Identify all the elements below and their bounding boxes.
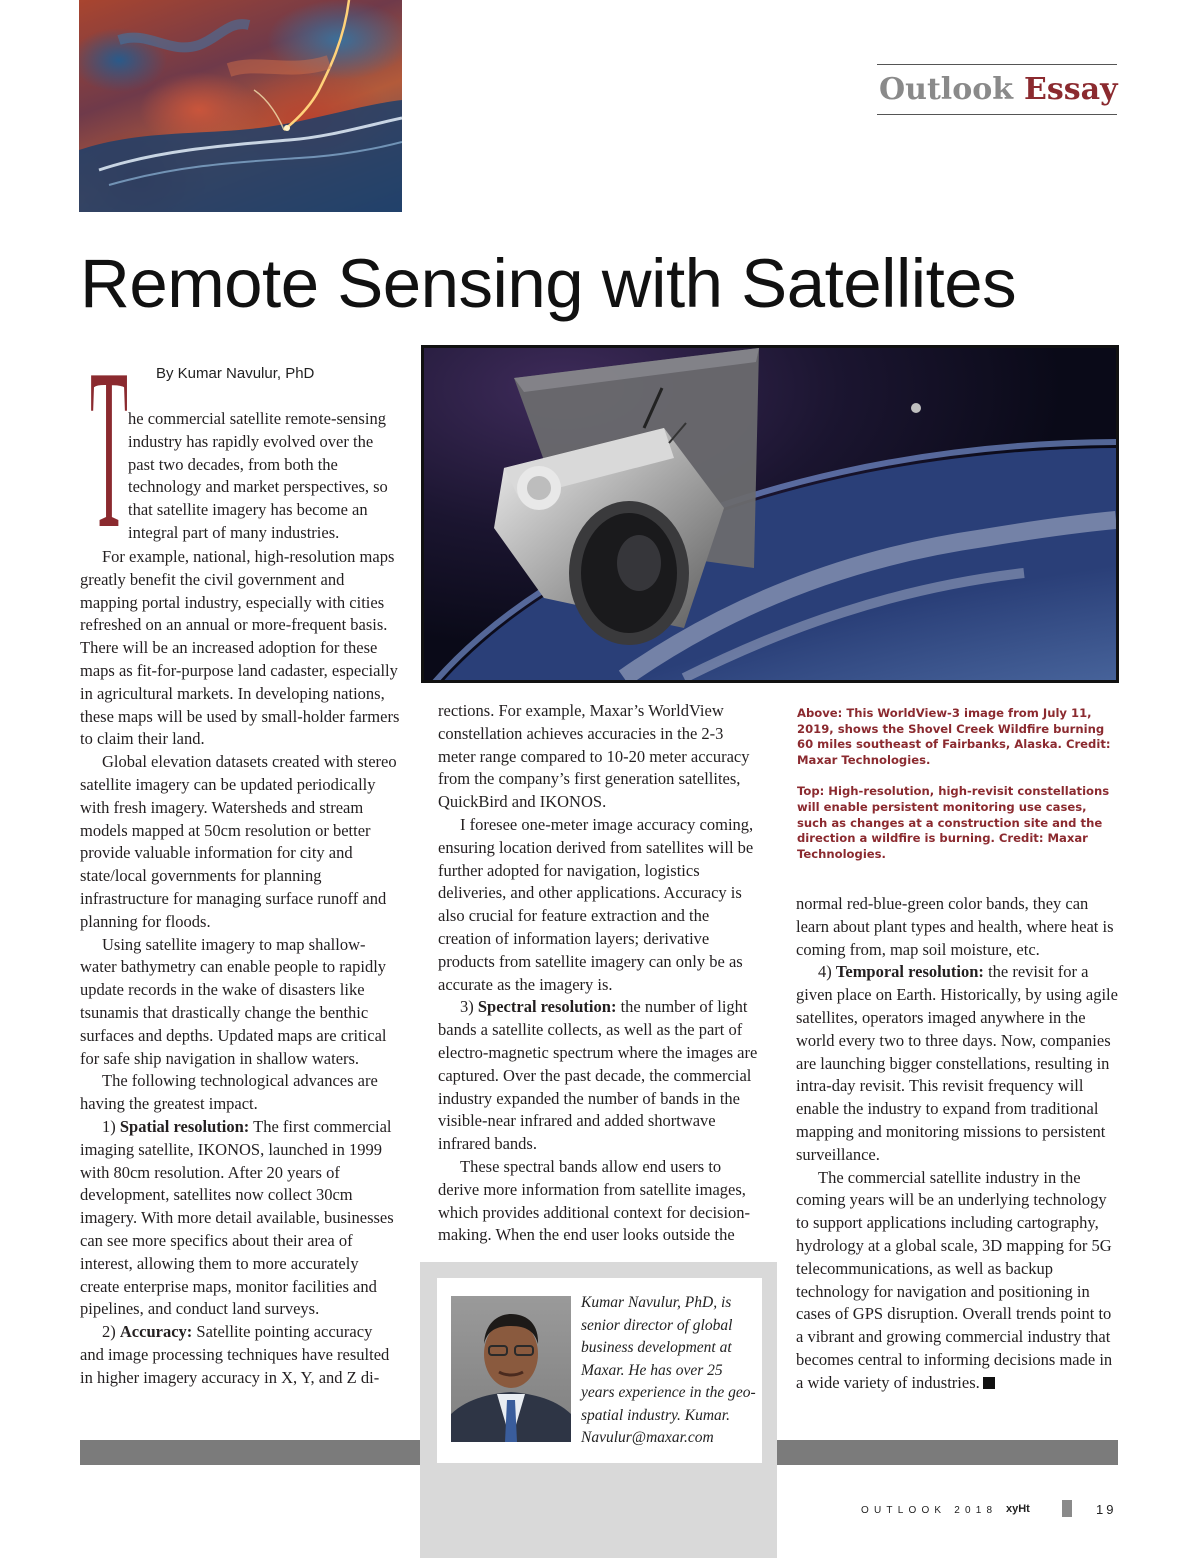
caption-top: Top: High-resolution, high-revisit constellations will enable persistent monitoring use cases, such as changes at a construction site and the direction a wildfire is burning. Credit: Maxar Technologies. [797,784,1110,861]
list-number: 4) [818,962,836,982]
paragraph-text: the number of light bands a satellite collects, as well as the part of electro-magnetic spectrum where the images are captured. Over the past decade, the commercial industry expanded the number of bands in the visible-near infrared and added shortwave infrared bands. [438,997,758,1154]
satellite-image-graphic [424,348,1116,680]
paragraph: The following technological advances are having the greatest impact. [80,1071,378,1114]
paragraph-text: The first commercial imaging satellite, IKONOS, launched in 1999 with 80cm resolution. After 20 years of development, satellites now collect 30cm imagery. With more detail available, businesses can see more specifics about their area of interest, allowing them to more accurately create enterprise maps, monitor facilities and pipelines, and conduct land surveys. [80,1116,394,1319]
article-title: Remote Sensing with Satellites [80,245,1017,322]
column-2 [438,700,763,1247]
page-number: 19 [1096,1502,1117,1517]
grey-bar-right [777,1440,1118,1465]
paragraph-text: Satellite pointing accuracy and image processing techniques have resulted in higher imagery accuracy in X, Y, and Z di- [80,1322,390,1387]
wildfire-satellite-image [79,0,402,212]
column-3 [796,893,1118,1395]
image-captions [797,706,1119,862]
paragraph: Global elevation datasets created with stereo satellite imagery can be updated periodically with fresh imagery. Watersheds and stream models mapped at 50cm resolution or better provide valuable information for city and state/local governments for planning infrastructure for managing surface runoff and planning for floods. [80,752,397,931]
caption-above: Above: This WorldView-3 image from July 11, 2019, shows the Shovel Creek Wildfire burning 60 miles southeast of Fairbanks, Alaska. Credit: Maxar Technologies. [797,706,1111,767]
paragraph: rections. For example, Maxar’s WorldView constellation achieves accuracies in the 2-3 meter range compared to 10-20 meter accuracy from the company’s first generation satellites, QuickBird and IKONOS. [438,701,750,812]
footer-brand: xyHt [1006,1503,1030,1515]
term-spectral-resolution: Spectral resolution: [477,997,617,1017]
list-number: 1) [102,1116,120,1136]
grey-bar-left [80,1440,420,1465]
paragraph: I foresee one-meter image accuracy coming, ensuring location derived from satellites will be further adopted for navigation, logistics deliveries, and other applications. Accuracy is also crucial for feature extraction and the creation of information layers; derivative products from satellite imagery can only be as accurate as the imagery is. [438,814,754,994]
paragraph-conclusion [796,1167,1118,1395]
satellite-in-orbit-image [421,345,1119,683]
byline: By Kumar Navulur, PhD [156,365,315,382]
end-of-article-mark [983,1377,995,1389]
column-1 [80,546,400,1389]
paragraph: For example, national, high-resolution maps greatly benefit the civil government and mapping portal industry, especially with cities refreshed on an annual or more-frequent basis. There will be an increased adoption for these maps as fit-for-purpose land cadaster, especially in agricultural markets. In developing nations, these maps will be used by small-holder farmers to claim their land. [80,547,400,749]
list-number: 2) [102,1322,120,1342]
term-spatial-resolution: Spatial resolution: [119,1116,250,1136]
paragraph-temporal-resolution [796,961,1118,1166]
author-bio-text: Kumar Navulur, PhD, is senior director of global business development at Maxar. He has over 25 years experience in the geo-spatial industry. Kumar. Navulur@maxar.com [581,1294,756,1446]
paragraph-spectral-resolution [438,996,763,1156]
section-header [877,64,1117,115]
author-bio-box [437,1278,762,1463]
intro-paragraph: he commercial satellite remote-sensing industry has rapidly evolved over the past two decades, from both the technology and market perspectives, so that satellite imagery has become an integral part of many industries. [128,409,388,542]
wildfire-image-graphic [79,0,402,212]
term-accuracy: Accuracy: [119,1322,193,1342]
paragraph-accuracy [80,1321,400,1389]
paragraph-text: the revisit for a given place on Earth. Historically, by using agile satellites, operators imaged anywhere in the world every two to three days. Now, companies are launching bigger constellations, resulting in intra-day revisit. This revisit frequency will enable the industry to expand from traditional mapping and monitoring missions to persistent surveillance. [796,962,1118,1164]
drop-cap-letter [90,366,128,536]
author-photo [451,1296,571,1442]
column-1-intro [128,408,402,545]
paragraph-text: The commercial satellite industry in the coming years will be an underlying technology to support applications including cartography, hydrology at a global scale, 3D mapping for 5G telecommunications, as well as backup technology for navigation and positioning in cases of GPS disruption. Overall trends point to a vibrant and growing commercial industry that becomes central to informing decisions made in a wide variety of industries. [796,1167,1113,1392]
paragraph: normal red-blue-green color bands, they can learn about plant types and health, where heat is coming from, map soil moisture, etc. [796,894,1114,959]
paragraph: Using satellite imagery to map shallow-water bathymetry can enable people to rapidly update records in the wake of disasters like tsunamis that drastically change the benthic surfaces and depths. Updated maps are critical for safe ship navigation in shallow waters. [80,934,387,1068]
footer-magazine-issue: OUTLOOK 2018 [861,1505,998,1516]
footer-separator [1062,1500,1072,1517]
paragraph: These spectral bands allow end users to derive more information from satellite images, which provides additional context for decision-making. When the end user looks outside the [438,1156,751,1245]
list-number: 3) [460,997,478,1017]
term-temporal-resolution: Temporal resolution: [835,962,984,982]
section-label-outlook: Outlook [879,72,1014,107]
author-portrait-graphic [451,1296,571,1442]
drop-cap-glyph: T [90,366,128,536]
paragraph-spatial-resolution [80,1116,400,1321]
section-label-essay: Essay [1024,72,1118,107]
